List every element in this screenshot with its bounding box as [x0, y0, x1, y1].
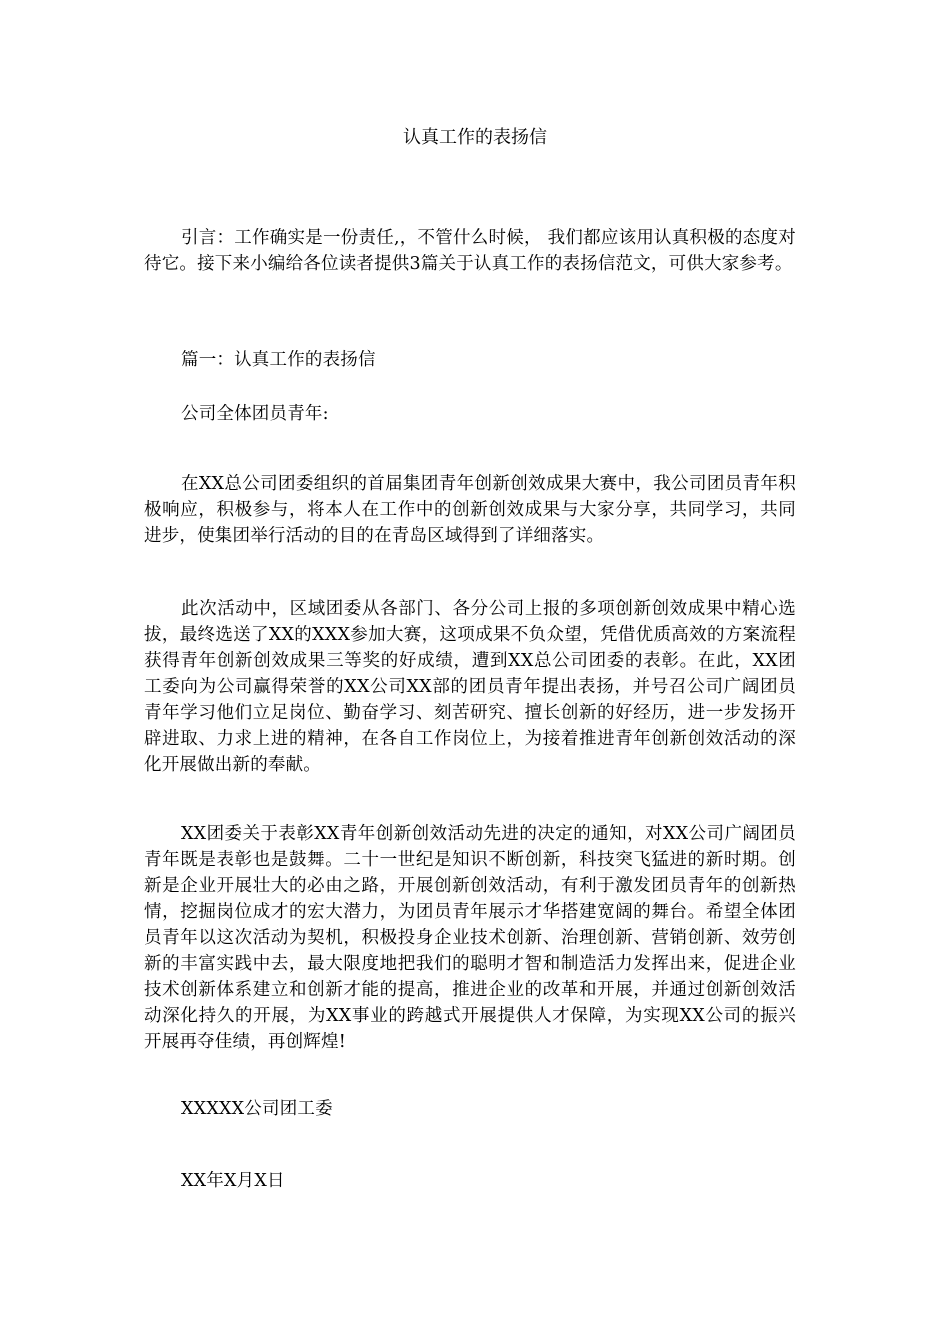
date: XX年X月X日	[181, 1171, 285, 1191]
body-paragraph-2: 此次活动中，区域团委从各部门、各分公司上报的多项创新创效成果中精心选拔，最终选送了XX的XXX参加大赛，这项成果不负众望，凭借优质高效的方案流程获得青年创新创效成果三等奖的好成绩，遭到XX总公司团委的表彰。在此，XX团工委向为公司赢得荣誉的XX公司XX部的团员青年提出表扬，并号召公司广阔团员青年学习他们立足岗位、勤奋学习、刻苦研究、擅长创新的好经历，进一步发扬开辟进取、力求上进的精神，在各自工作岗位上，为接着推进青年创新创效活动的深化开展做出新的奉献。	[144, 599, 796, 775]
body-paragraph-3: XX团委关于表彰XX青年创新创效活动先进的决定的通知，对XX公司广阔团员青年既是表彰也是鼓舞。二十一世纪是知识不断创新，科技突飞猛进的新时期。创新是企业开展壮大的必由之路，开展创新创效活动，有利于激发团员青年的创新热情，挖掘岗位成才的宏大潜力，为团员青年展示才华搭建宽阔的舞台。希望全体团员青年以这次活动为契机，积极投身企业技术创新、治理创新、营销创新、效劳创新的丰富实践中去，最大限度地把我们的聪明才智和制造活力发挥出来，促进企业技术创新体系建立和创新才能的提高，推进企业的改革和开展，并通过创新创效活动深化持久的开展，为XX事业的跨越式开展提供人才保障，为实现XX公司的振兴开展再夺佳绩，再创辉煌!	[144, 824, 796, 1052]
signer: XXXXX公司团工委	[181, 1099, 333, 1119]
salutation: 公司全体团员青年:	[181, 404, 329, 424]
section-heading: 篇一：认真工作的表扬信	[181, 350, 376, 370]
document-title: 认真工作的表扬信	[403, 127, 547, 148]
intro-paragraph: 引言：工作确实是一份责任,，不管什么时候， 我们都应该用认真积极的态度对待它。接下来小编给各位读者提供3篇关于认真工作的表扬信范文，可供大家参考。	[144, 228, 796, 274]
body-paragraph-1: 在XX总公司团委组织的首届集团青年创新创效成果大赛中，我公司团员青年积极响应，积极参与，将本人在工作中的创新创效成果与大家分享，共同学习，共同进步，使集团举行活动的目的在青岛区域得到了详细落实。	[144, 474, 796, 546]
